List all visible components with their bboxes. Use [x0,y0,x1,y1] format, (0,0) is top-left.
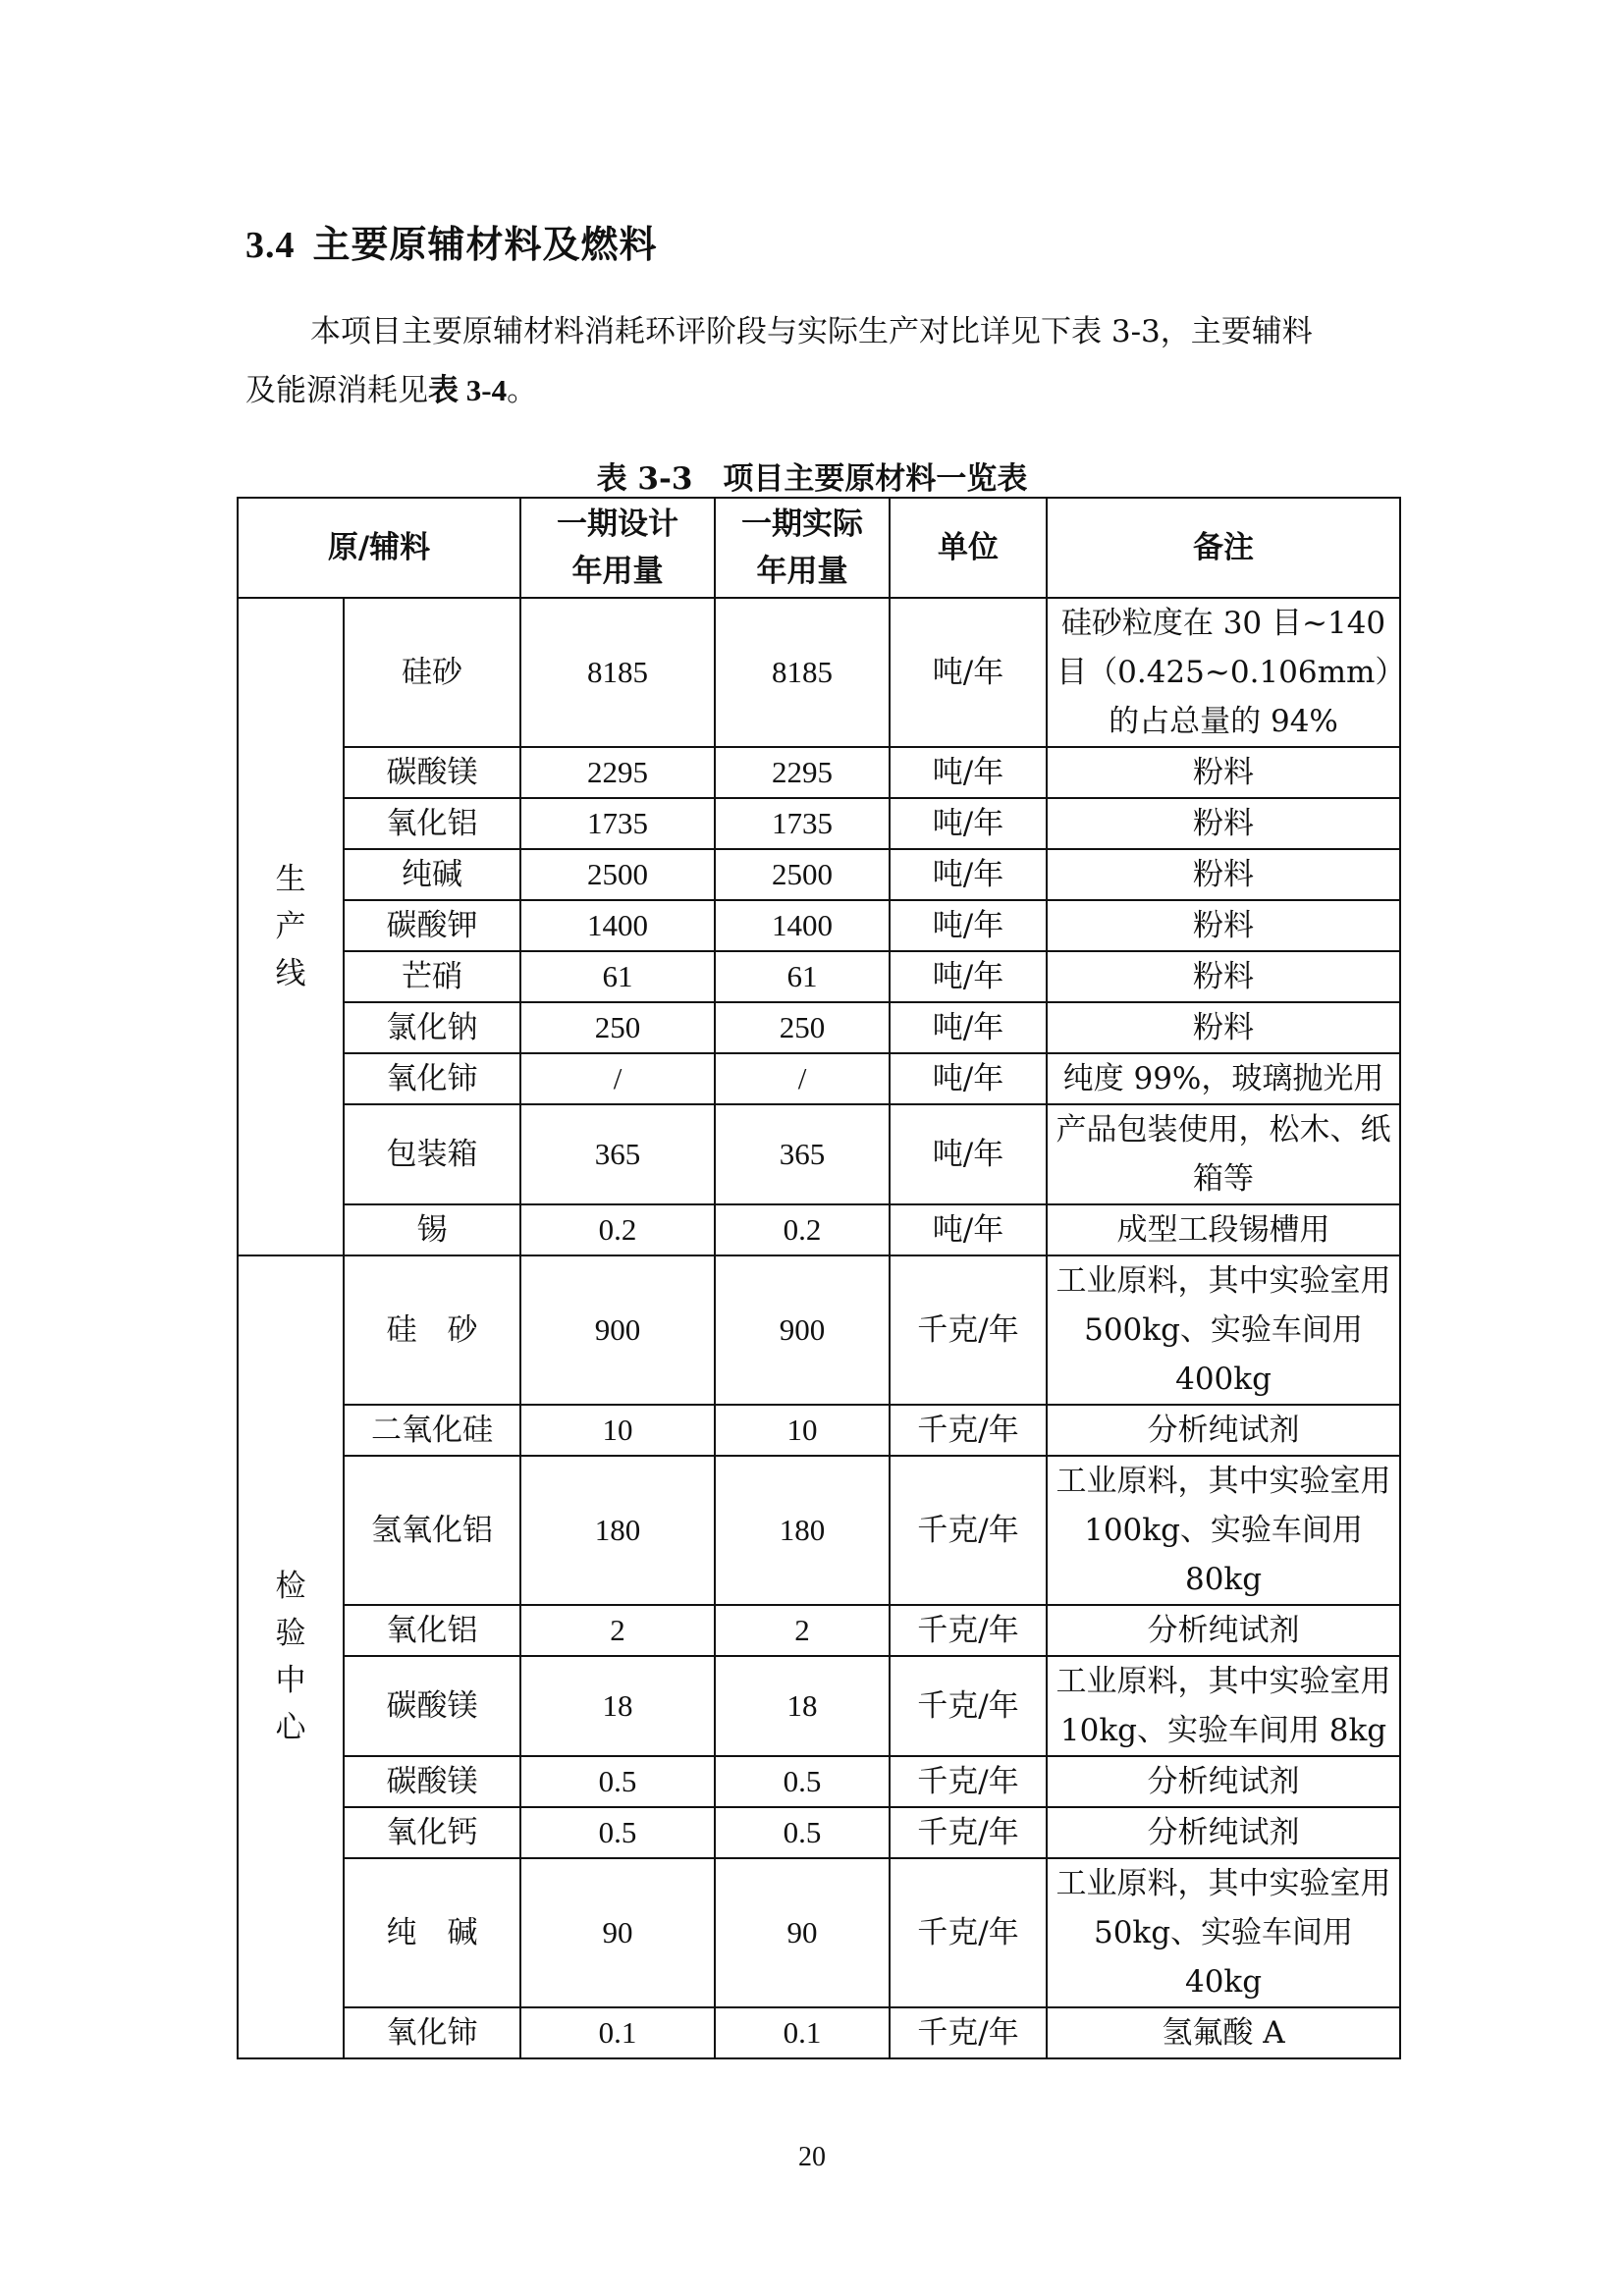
design-amount-cell: 0.1 [520,2007,715,2058]
table-row [238,1405,1400,1456]
design-amount-cell: 900 [520,1255,715,1405]
design-amount-cell: 2295 [520,747,715,798]
table-row [238,2007,1400,2058]
unit-cell: 千克/年 [890,2007,1047,2058]
section-title: 主要原辅材料及燃料 [312,222,658,266]
design-amount-cell: 0.5 [520,1756,715,1807]
material-cell: 硅 砂 [344,1255,520,1405]
intro-paragraph-line2 [245,363,1392,418]
material-cell: 碳酸镁 [344,1656,520,1756]
materials-table [237,497,1401,2059]
header-actual-amount [715,498,890,598]
material-cell: 纯碱 [344,849,520,900]
unit-cell: 千克/年 [890,1656,1047,1756]
note-cell: 工业原料，其中实验室用 10kg、实验车间用 8kg [1047,1656,1400,1756]
table-row [238,900,1400,951]
table-row [238,1204,1400,1255]
material-cell: 氧化钙 [344,1807,520,1858]
actual-amount-cell: 250 [715,1002,890,1053]
header-design-line1: 一期设计 [557,507,679,542]
actual-amount-cell: 0.5 [715,1756,890,1807]
table-row [238,849,1400,900]
note-cell: 成型工段锡槽用 [1047,1204,1400,1255]
design-amount-cell: 1735 [520,798,715,849]
material-cell: 氢氧化铝 [344,1456,520,1605]
actual-amount-cell: 0.5 [715,1807,890,1858]
actual-amount-cell: 2500 [715,849,890,900]
design-amount-cell: 18 [520,1656,715,1756]
note-cell: 工业原料，其中实验室用 50kg、实验车间用 40kg [1047,1858,1400,2007]
table-body [238,598,1400,2058]
table-row [238,1756,1400,1807]
material-cell: 氧化铈 [344,2007,520,2058]
material-cell: 氧化铈 [344,1053,520,1104]
note-cell: 粉料 [1047,747,1400,798]
design-amount-cell: 2500 [520,849,715,900]
table-row [238,798,1400,849]
actual-amount-cell: 1400 [715,900,890,951]
table-row [238,1255,1400,1405]
design-amount-cell: 10 [520,1405,715,1456]
unit-cell: 吨/年 [890,598,1047,747]
group-label: 生产线 [238,598,344,1255]
actual-amount-cell: 365 [715,1104,890,1204]
table-row [238,1456,1400,1605]
table-row [238,1104,1400,1204]
table-row [238,1605,1400,1656]
unit-cell: 吨/年 [890,1204,1047,1255]
design-amount-cell: 365 [520,1104,715,1204]
table-row [238,598,1400,747]
unit-cell: 千克/年 [890,1858,1047,2007]
unit-cell: 千克/年 [890,1756,1047,1807]
table-row [238,1858,1400,2007]
actual-amount-cell: 8185 [715,598,890,747]
header-actual-line2: 年用量 [756,554,848,589]
note-cell: 分析纯试剂 [1047,1807,1400,1858]
paragraph-text-1: 本项目主要原辅材料消耗环评阶段与实际生产对比详见下表 3-3，主要辅料 [310,314,1313,349]
design-amount-cell: 0.5 [520,1807,715,1858]
material-cell: 碳酸钾 [344,900,520,951]
material-cell: 包装箱 [344,1104,520,1204]
actual-amount-cell: 0.2 [715,1204,890,1255]
unit-cell: 吨/年 [890,1104,1047,1204]
material-cell: 纯 碱 [344,1858,520,2007]
unit-cell: 千克/年 [890,1456,1047,1605]
actual-amount-cell: 90 [715,1858,890,2007]
unit-cell: 吨/年 [890,1053,1047,1104]
table-row [238,1002,1400,1053]
unit-cell: 千克/年 [890,1605,1047,1656]
table-row [238,951,1400,1002]
actual-amount-cell: 900 [715,1255,890,1405]
section-heading [245,214,658,268]
unit-cell: 千克/年 [890,1807,1047,1858]
header-actual-line1: 一期实际 [741,507,864,542]
header-note: 备注 [1047,498,1400,598]
table-row [238,747,1400,798]
table-row [238,1656,1400,1756]
group-label: 检验中心 [238,1255,344,2058]
note-cell: 粉料 [1047,900,1400,951]
unit-cell: 吨/年 [890,900,1047,951]
design-amount-cell: 250 [520,1002,715,1053]
unit-cell: 吨/年 [890,951,1047,1002]
actual-amount-cell: 180 [715,1456,890,1605]
header-material: 原/辅料 [238,498,520,598]
note-cell: 氢氟酸 A [1047,2007,1400,2058]
table-row [238,1053,1400,1104]
paragraph-text-2-prefix: 及能源消耗见 [245,373,428,408]
unit-cell: 吨/年 [890,798,1047,849]
table-caption: 表 3-3 项目主要原材料一览表 [596,461,1028,497]
section-number: 3.4 [245,225,296,266]
actual-amount-cell: 1735 [715,798,890,849]
note-cell: 工业原料，其中实验室用 500kg、实验车间用 400kg [1047,1255,1400,1405]
design-amount-cell: 180 [520,1456,715,1605]
unit-cell: 吨/年 [890,849,1047,900]
paragraph-text-2-suffix: 。 [507,373,538,408]
design-amount-cell: 8185 [520,598,715,747]
actual-amount-cell: 0.1 [715,2007,890,2058]
table-reference-bold: 表 3-4 [428,373,508,407]
note-cell: 硅砂粒度在 30 目~140 目（0.425~0.106mm）的占总量的 94% [1047,598,1400,747]
note-cell: 粉料 [1047,849,1400,900]
actual-amount-cell: 2295 [715,747,890,798]
page-number: 20 [798,2142,826,2172]
note-cell: 分析纯试剂 [1047,1605,1400,1656]
unit-cell: 吨/年 [890,747,1047,798]
material-cell: 二氧化硅 [344,1405,520,1456]
design-amount-cell: 90 [520,1858,715,2007]
actual-amount-cell: 10 [715,1405,890,1456]
unit-cell: 千克/年 [890,1255,1047,1405]
actual-amount-cell: / [715,1053,890,1104]
note-cell: 产品包装使用，松木、纸箱等 [1047,1104,1400,1204]
note-cell: 工业原料，其中实验室用 100kg、实验车间用 80kg [1047,1456,1400,1605]
design-amount-cell: 2 [520,1605,715,1656]
actual-amount-cell: 18 [715,1656,890,1756]
material-cell: 碳酸镁 [344,747,520,798]
table-header-row [238,498,1400,598]
material-cell: 锡 [344,1204,520,1255]
material-cell: 氧化铝 [344,798,520,849]
note-cell: 粉料 [1047,798,1400,849]
material-cell: 碳酸镁 [344,1756,520,1807]
header-design-line2: 年用量 [571,554,664,589]
material-cell: 芒硝 [344,951,520,1002]
unit-cell: 千克/年 [890,1405,1047,1456]
header-unit: 单位 [890,498,1047,598]
material-cell: 氧化铝 [344,1605,520,1656]
note-cell: 分析纯试剂 [1047,1756,1400,1807]
material-cell: 氯化钠 [344,1002,520,1053]
note-cell: 分析纯试剂 [1047,1405,1400,1456]
header-design-amount [520,498,715,598]
actual-amount-cell: 61 [715,951,890,1002]
unit-cell: 吨/年 [890,1002,1047,1053]
design-amount-cell: / [520,1053,715,1104]
material-cell: 硅砂 [344,598,520,747]
table-row [238,1807,1400,1858]
note-cell: 纯度 99%，玻璃抛光用 [1047,1053,1400,1104]
design-amount-cell: 0.2 [520,1204,715,1255]
note-cell: 粉料 [1047,951,1400,1002]
design-amount-cell: 61 [520,951,715,1002]
intro-paragraph-line1 [245,304,1392,359]
design-amount-cell: 1400 [520,900,715,951]
actual-amount-cell: 2 [715,1605,890,1656]
note-cell: 粉料 [1047,1002,1400,1053]
